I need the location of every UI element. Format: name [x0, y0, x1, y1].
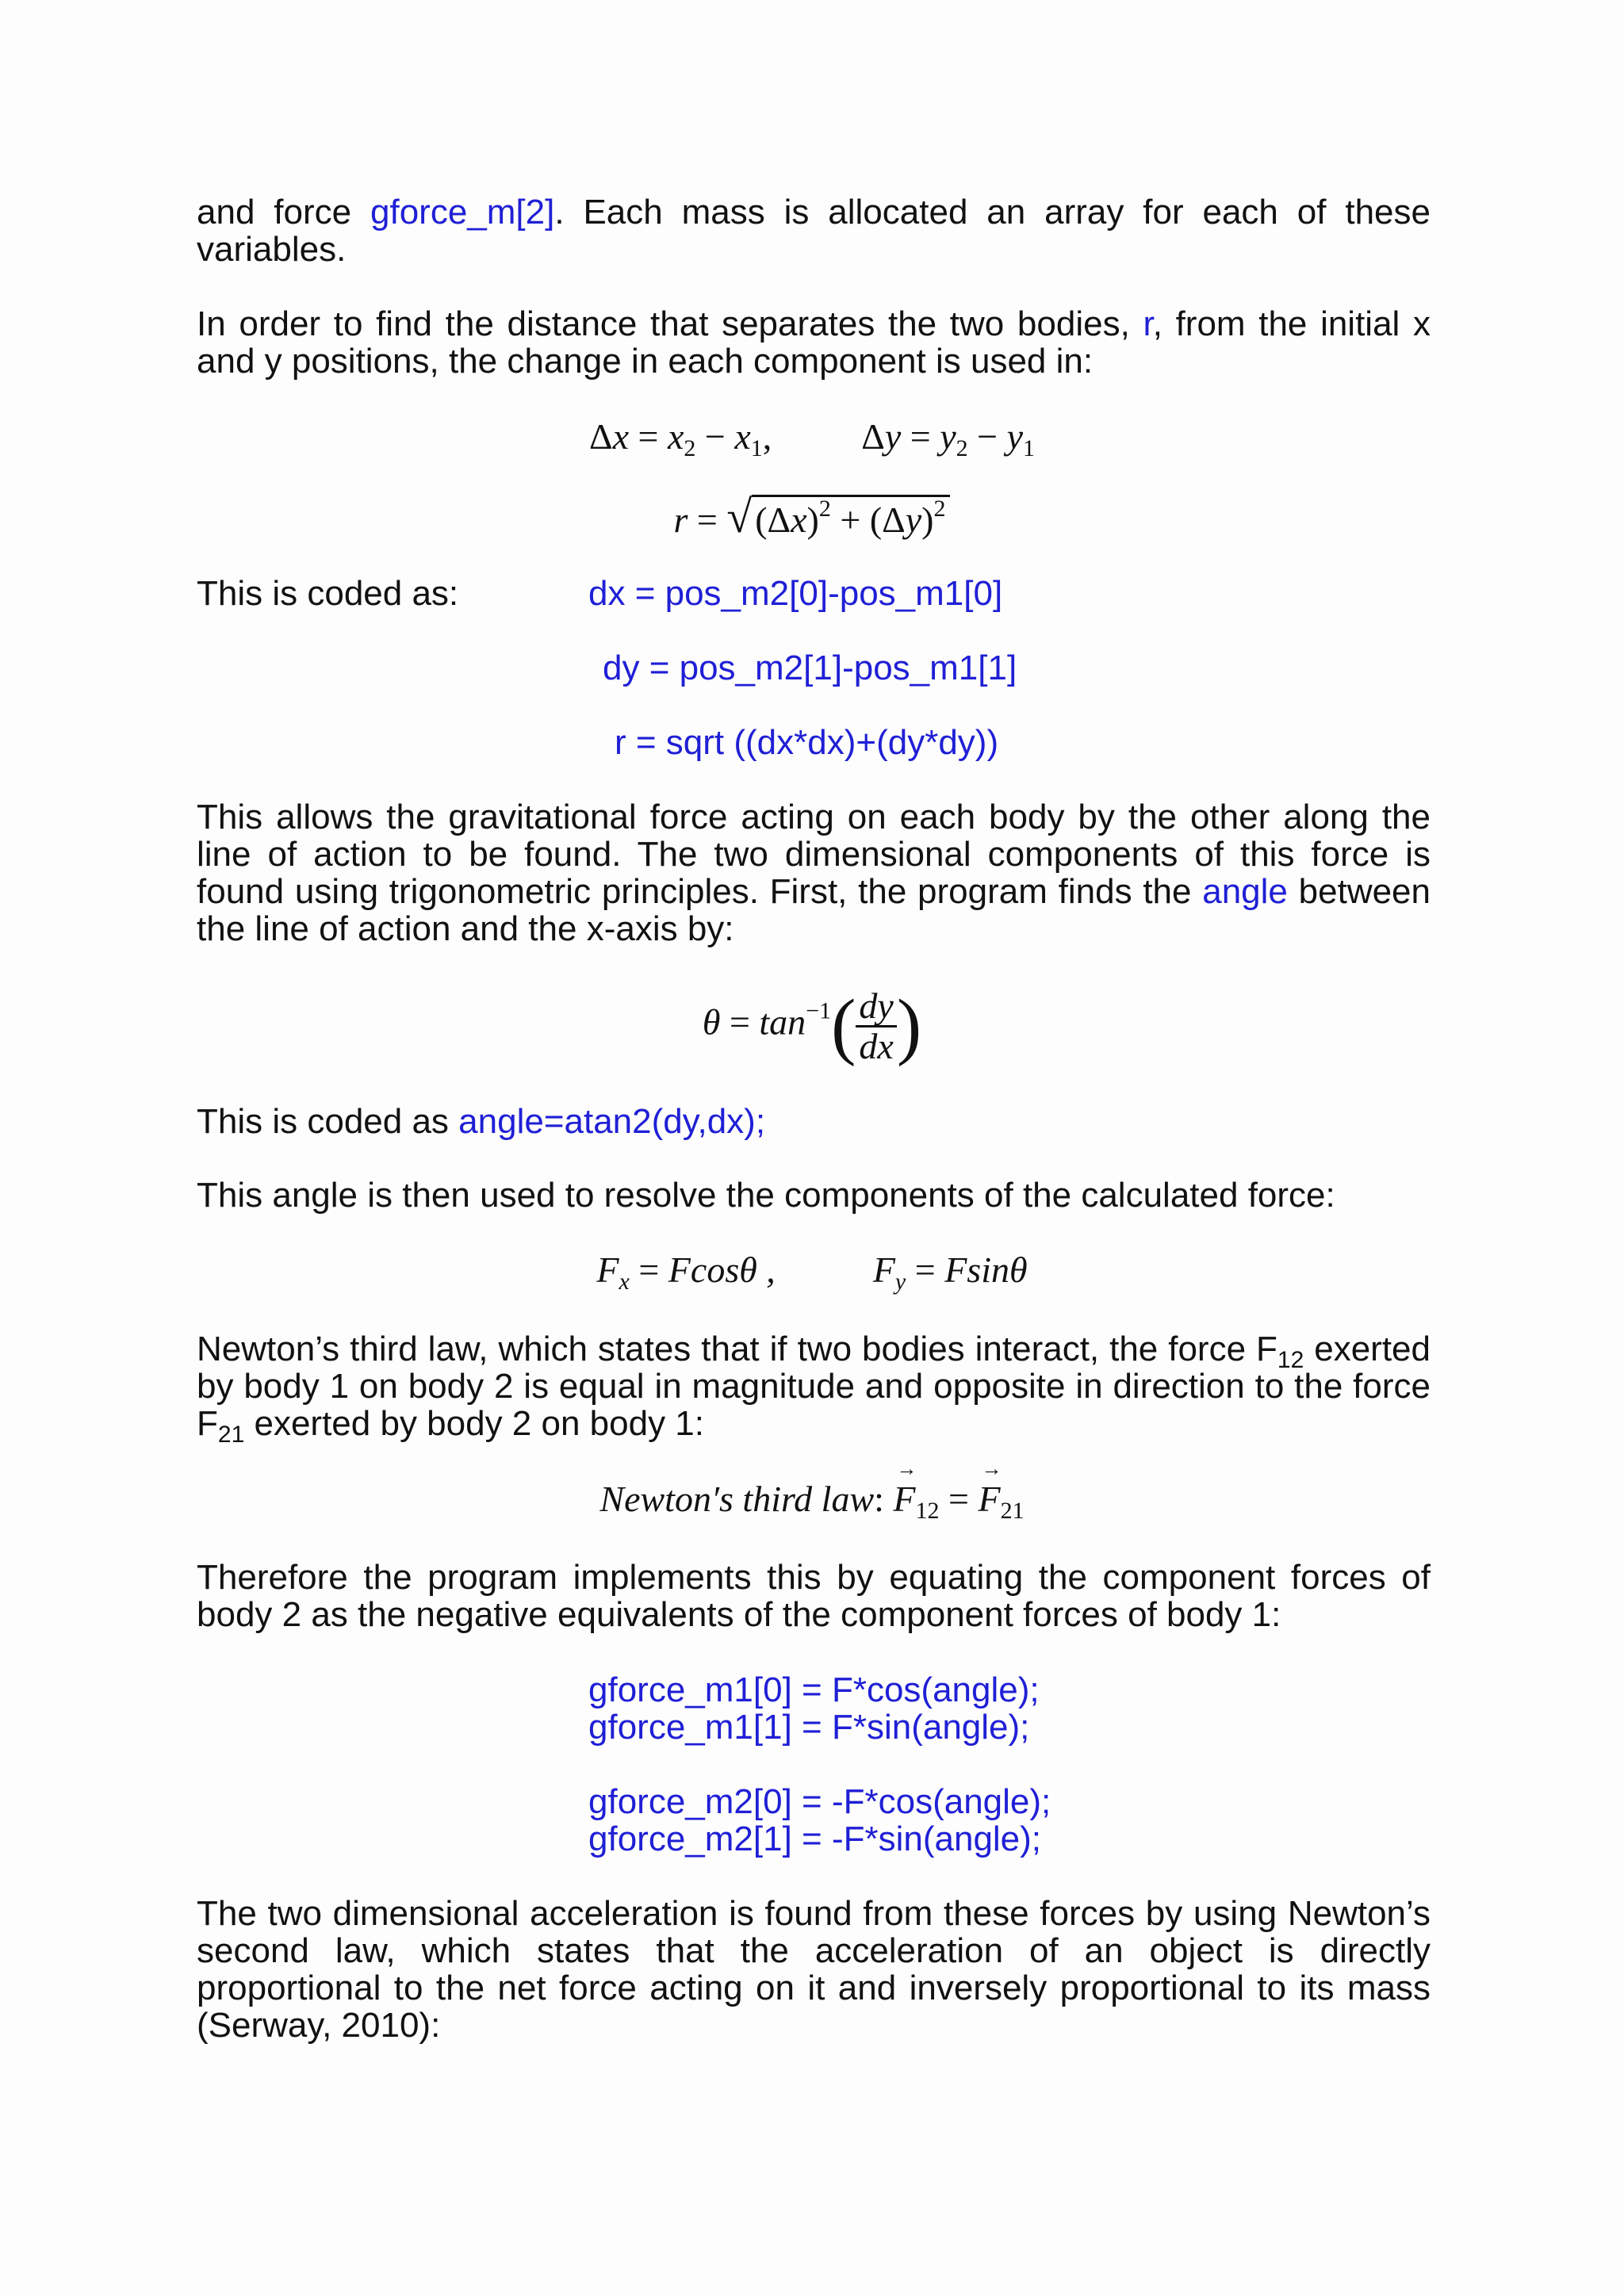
paren-left: ( — [831, 985, 856, 1067]
paragraph-newton-third — [197, 1330, 1431, 1448]
equation-force-components — [0, 1249, 1624, 1295]
code-line-gforce-m1-0: gforce_m1[0] = F*cos(angle); — [588, 1670, 1040, 1709]
code-line-gforce-m2-0: gforce_m2[0] = -F*cos(angle); — [588, 1782, 1051, 1821]
subscript: 21 — [1000, 1498, 1025, 1524]
minus: − — [695, 416, 735, 457]
numerator: dy — [856, 987, 896, 1027]
tan-fn: tan — [759, 1001, 806, 1043]
subscript: 12 — [915, 1498, 940, 1524]
text: between the line of action and the x-axis by: — [197, 872, 1431, 948]
code-ref-atan2: angle=atan2(dy,dx); — [458, 1102, 766, 1141]
text: , from the initial x and y positions, the change in each component is used in: — [197, 304, 1431, 381]
equals: = — [720, 1001, 760, 1043]
equals: = — [939, 1479, 979, 1519]
paragraph-distance — [197, 305, 1431, 380]
text: In order to find the distance that separates the two bodies, — [197, 304, 1143, 343]
code-line-gforce-m1-1: gforce_m1[1] = F*sin(angle); — [588, 1708, 1030, 1747]
equation-newton-third — [0, 1478, 1624, 1524]
subscript: 1 — [750, 435, 763, 461]
var-x: x — [667, 416, 684, 457]
var-r: r — [673, 499, 688, 540]
subscript: x — [619, 1269, 630, 1295]
text: This allows the gravitational force acting on each body by the other along the line of action to be found. The two dimensional components of this force is found using trigonometric principles. First, the program finds the — [197, 798, 1431, 911]
paragraph-gravitational — [197, 798, 1431, 947]
var-y: y — [884, 416, 902, 457]
radicand — [752, 495, 950, 541]
var-y: y — [940, 416, 956, 457]
delta-symbol: Δ — [588, 416, 613, 457]
colon: : — [874, 1479, 894, 1519]
paragraph-atan2 — [197, 1103, 1431, 1140]
text: This is coded as — [197, 1102, 459, 1141]
subscript: 21 — [217, 1422, 245, 1448]
subscript: 1 — [1023, 435, 1036, 461]
paragraph-acceleration: The two dimensional acceleration is found from these forces by using Newton’s second law, which states that the acceleration of an object is directly proportional to the net force acting on it and inversely proportional to its mass (Serway, 2010): — [197, 1894, 1431, 2045]
coded-as-label: This is coded as: — [197, 574, 459, 613]
code-line-r: r = sqrt ((dx*dx)+(dy*dy)) — [615, 723, 999, 762]
rhs-y: Fsinθ — [944, 1249, 1028, 1290]
equation-theta — [0, 983, 1624, 1069]
superscript: 2 — [933, 496, 946, 522]
text: + (Δ — [830, 499, 906, 540]
var-x: x — [791, 499, 807, 540]
delta-symbol: Δ — [861, 416, 885, 457]
var-x: x — [612, 416, 629, 457]
text: ) — [921, 499, 934, 540]
vector-F: → F — [893, 1478, 915, 1520]
rhs-x: Fcosθ , — [668, 1249, 776, 1290]
subscript: 2 — [684, 435, 696, 461]
law-label: Newton′s third law — [599, 1479, 875, 1519]
equals: = — [629, 1249, 668, 1290]
denominator: dx — [859, 1025, 894, 1066]
vector-F: → F — [978, 1478, 1000, 1520]
var-F: F — [872, 1249, 895, 1290]
subscript: 2 — [956, 435, 968, 461]
text: Newton’s third law, which states that if two bodies interact, the force F — [197, 1330, 1277, 1368]
equals: = — [901, 416, 940, 457]
subscript: y — [894, 1269, 906, 1295]
var-x: x — [734, 416, 751, 457]
text: exerted by body 2 on body 1: — [244, 1404, 704, 1443]
fraction — [856, 987, 896, 1066]
code-ref-angle: angle — [1202, 872, 1288, 911]
superscript: −1 — [806, 997, 832, 1024]
text: ) — [806, 499, 819, 540]
code-line-gforce-m2-1: gforce_m2[1] = -F*sin(angle); — [588, 1820, 1042, 1858]
equals: = — [906, 1249, 945, 1290]
text: and force — [197, 193, 370, 232]
equation-delta — [0, 415, 1624, 461]
code-line-dy: dy = pos_m2[1]-pos_m1[1] — [603, 649, 1017, 687]
code-line-dx: dx = pos_m2[0]-pos_m1[0] — [588, 574, 1003, 613]
comma: , — [762, 416, 772, 457]
text: (Δ — [755, 499, 791, 540]
text: exerted by body 1 on body 2 is equal in magnitude and opposite in direction to the force F — [197, 1330, 1431, 1443]
code-ref-gforce: gforce_m[2] — [370, 193, 555, 232]
var-theta: θ — [702, 1001, 721, 1043]
text: . Each mass is allocated an array for each of these variables. — [197, 193, 1431, 269]
paragraph-force-array — [197, 193, 1431, 268]
equals: = — [629, 416, 668, 457]
var-y: y — [905, 499, 922, 540]
paren-right: ) — [896, 985, 922, 1067]
subscript: 12 — [1277, 1347, 1304, 1373]
var-y: y — [1006, 416, 1024, 457]
paragraph-implementation: Therefore the program implements this by equating the component forces of body 2 as the negative equivalents of the component forces of body 1: — [197, 1558, 1431, 1634]
equation-r — [0, 490, 1624, 543]
code-ref-r: r — [1143, 304, 1153, 343]
paragraph-resolve: This angle is then used to resolve the components of the calculated force: — [197, 1176, 1335, 1215]
equals: = — [688, 499, 727, 540]
sqrt-icon: √ — [726, 491, 753, 542]
minus: − — [967, 416, 1007, 457]
superscript: 2 — [818, 496, 831, 522]
var-F: F — [596, 1249, 619, 1290]
